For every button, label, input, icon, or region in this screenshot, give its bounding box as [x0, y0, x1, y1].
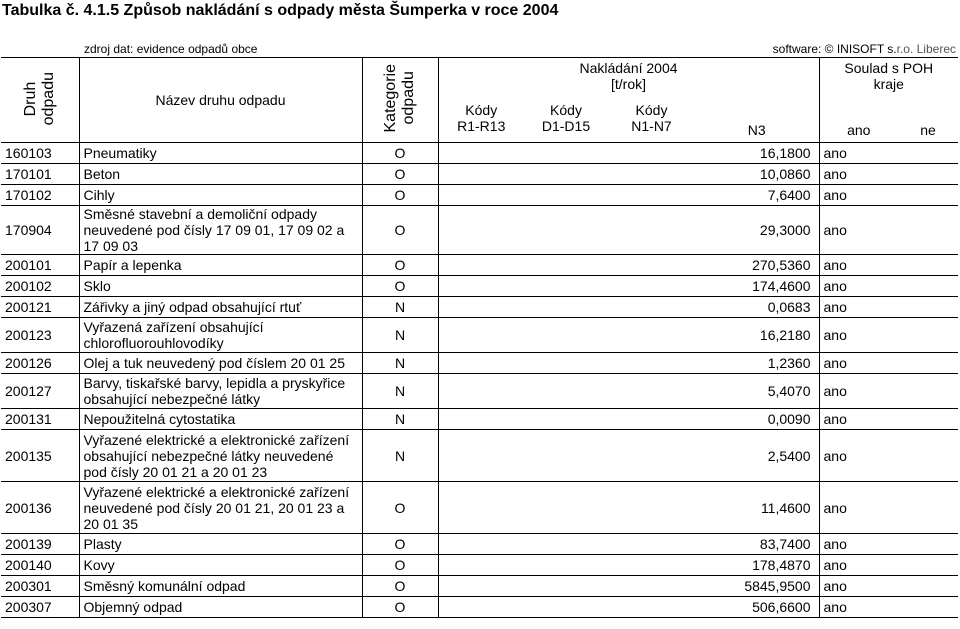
kody-r-cell: [438, 318, 524, 353]
soulad-ne: [898, 597, 958, 618]
soulad-ano: ano: [819, 164, 898, 185]
kody-n-cell: [608, 555, 695, 576]
kody-n-cell: [608, 206, 695, 255]
table-row: [1, 482, 958, 534]
table-row: [1, 353, 958, 374]
waste-code: 200301: [1, 576, 79, 597]
kody-r-cell: [438, 534, 524, 555]
waste-code: 170101: [1, 164, 79, 185]
kody-d-cell: [524, 430, 608, 482]
header-ano: ano: [819, 95, 898, 143]
table-row: [1, 576, 958, 597]
n3-value: 1,2360: [695, 353, 819, 374]
n3-value: 83,7400: [695, 534, 819, 555]
table-row: [1, 206, 958, 255]
table-row: [1, 276, 958, 297]
waste-category: O: [362, 555, 438, 576]
soulad-ne: [898, 143, 958, 164]
header-kody-n: Kódy N1-N7: [608, 95, 695, 143]
data-source-label: zdroj dat: evidence odpadů obce: [84, 42, 258, 56]
soulad-ano: ano: [819, 597, 898, 618]
waste-category: O: [362, 255, 438, 276]
soulad-ne: [898, 164, 958, 185]
waste-category: O: [362, 534, 438, 555]
waste-name: Nepoužitelná cytostatika: [79, 409, 362, 430]
kody-n-cell: [608, 185, 695, 206]
waste-code: 200102: [1, 276, 79, 297]
kody-r-cell: [438, 164, 524, 185]
kody-n-cell: [608, 430, 695, 482]
soulad-ano: ano: [819, 353, 898, 374]
soulad-ano: ano: [819, 206, 898, 255]
soulad-ano: ano: [819, 482, 898, 534]
kody-r-cell: [438, 482, 524, 534]
waste-category: N: [362, 353, 438, 374]
waste-name: Barvy, tiskařské barvy, lepidla a pryskyřice obsahující nebezpečné látky: [79, 374, 362, 409]
waste-code: 200139: [1, 534, 79, 555]
table-row: [1, 318, 958, 353]
waste-code: 160103: [1, 143, 79, 164]
software-credit-dim: r.o. Liberec: [896, 42, 956, 56]
header-kategorie: Kategorie odpadu: [362, 58, 438, 143]
table-row: [1, 255, 958, 276]
kody-r-cell: [438, 597, 524, 618]
kody-n-cell: [608, 482, 695, 534]
n3-value: 506,6600: [695, 597, 819, 618]
n3-value: 11,4600: [695, 482, 819, 534]
soulad-ano: ano: [819, 374, 898, 409]
soulad-ano: ano: [819, 576, 898, 597]
waste-category: N: [362, 297, 438, 318]
kody-n-cell: [608, 597, 695, 618]
waste-name: Olej a tuk neuvedený pod číslem 20 01 25: [79, 353, 362, 374]
kody-r-cell: [438, 297, 524, 318]
waste-code: 200131: [1, 409, 79, 430]
table-row: [1, 430, 958, 482]
n3-value: 10,0860: [695, 164, 819, 185]
waste-name: Beton: [79, 164, 362, 185]
kody-r-cell: [438, 206, 524, 255]
kody-d-cell: [524, 143, 608, 164]
header-kody-d: Kódy D1-D15: [524, 95, 608, 143]
kody-r-cell: [438, 255, 524, 276]
n3-value: 16,1800: [695, 143, 819, 164]
kody-d-cell: [524, 409, 608, 430]
waste-name: Papír a lepenka: [79, 255, 362, 276]
waste-name: Objemný odpad: [79, 597, 362, 618]
waste-category: O: [362, 206, 438, 255]
header-n3: N3: [695, 95, 819, 143]
kody-d-cell: [524, 276, 608, 297]
kody-d-cell: [524, 206, 608, 255]
kody-d-cell: [524, 534, 608, 555]
waste-category: O: [362, 276, 438, 297]
waste-category: N: [362, 430, 438, 482]
soulad-ne: [898, 482, 958, 534]
kody-n-cell: [608, 534, 695, 555]
waste-name: Cihly: [79, 185, 362, 206]
waste-name: Vyřazené elektrické a elektronické zařízení obsahující nebezpečné látky neuvedené pod čísly 20 01 21 a 20 01 23: [79, 430, 362, 482]
waste-category: O: [362, 576, 438, 597]
kody-n-cell: [608, 255, 695, 276]
soulad-ano: ano: [819, 185, 898, 206]
kody-r-cell: [438, 409, 524, 430]
software-credit-main: software: © INISOFT s.: [772, 42, 897, 56]
kody-d-cell: [524, 255, 608, 276]
waste-name: Sklo: [79, 276, 362, 297]
header-nazev: Název druhu odpadu: [79, 58, 362, 143]
kody-d-cell: [524, 482, 608, 534]
n3-value: 5845,9500: [695, 576, 819, 597]
waste-category: N: [362, 409, 438, 430]
waste-name: Směsný komunální odpad: [79, 576, 362, 597]
table-row: [1, 409, 958, 430]
waste-name: Vyřazené elektrické a elektronické zařízení neuvedené pod čísly 20 01 21, 20 01 23 a 20 01 35: [79, 482, 362, 534]
waste-code: 200126: [1, 353, 79, 374]
kody-r-cell: [438, 430, 524, 482]
kody-d-cell: [524, 318, 608, 353]
waste-category: O: [362, 482, 438, 534]
n3-value: 29,3000: [695, 206, 819, 255]
kody-n-cell: [608, 318, 695, 353]
kody-d-cell: [524, 297, 608, 318]
kody-n-cell: [608, 353, 695, 374]
soulad-ne: [898, 276, 958, 297]
kody-n-cell: [608, 143, 695, 164]
software-credit: [773, 42, 956, 56]
header-druh-odpadu: Druh odpadu: [1, 58, 79, 143]
soulad-ne: [898, 555, 958, 576]
soulad-ne: [898, 206, 958, 255]
kody-d-cell: [524, 374, 608, 409]
waste-category: O: [362, 185, 438, 206]
soulad-ano: ano: [819, 409, 898, 430]
table-row: [1, 143, 958, 164]
table-row: [1, 297, 958, 318]
waste-code: 200135: [1, 430, 79, 482]
header-nakladani: Nakládání 2004 [t/rok]: [438, 58, 819, 95]
waste-name: Zářivky a jiný odpad obsahující rtuť: [79, 297, 362, 318]
waste-name: Směsné stavební a demoliční odpady neuvedené pod čísly 17 09 01, 17 09 02 a 17 09 03: [79, 206, 362, 255]
kody-n-cell: [608, 409, 695, 430]
header-soulad: Soulad s POH kraje: [819, 58, 958, 95]
waste-category: N: [362, 374, 438, 409]
table-row: [1, 597, 958, 618]
soulad-ano: ano: [819, 318, 898, 353]
waste-code: 200136: [1, 482, 79, 534]
soulad-ano: ano: [819, 143, 898, 164]
soulad-ne: [898, 297, 958, 318]
table-row: [1, 534, 958, 555]
soulad-ano: ano: [819, 297, 898, 318]
n3-value: 2,5400: [695, 430, 819, 482]
kody-r-cell: [438, 185, 524, 206]
soulad-ano: ano: [819, 555, 898, 576]
waste-name: Vyřazená zařízení obsahující chlorofluorouhlovodíky: [79, 318, 362, 353]
waste-code: 200121: [1, 297, 79, 318]
waste-table: [1, 57, 958, 618]
soulad-ne: [898, 409, 958, 430]
kody-n-cell: [608, 276, 695, 297]
table-row: [1, 185, 958, 206]
waste-category: N: [362, 318, 438, 353]
kody-d-cell: [524, 597, 608, 618]
table-title: Tabulka č. 4.1.5 Způsob nakládání s odpady města Šumperka v roce 2004: [2, 2, 559, 19]
kody-d-cell: [524, 353, 608, 374]
n3-value: 16,2180: [695, 318, 819, 353]
soulad-ano: ano: [819, 255, 898, 276]
soulad-ne: [898, 374, 958, 409]
header-kody-r: Kódy R1-R13: [438, 95, 524, 143]
waste-code: 170904: [1, 206, 79, 255]
kody-d-cell: [524, 164, 608, 185]
waste-code: 200123: [1, 318, 79, 353]
waste-category: O: [362, 597, 438, 618]
waste-name: Pneumatiky: [79, 143, 362, 164]
kody-r-cell: [438, 353, 524, 374]
waste-category: O: [362, 143, 438, 164]
waste-code: 170102: [1, 185, 79, 206]
kody-d-cell: [524, 555, 608, 576]
soulad-ne: [898, 255, 958, 276]
kody-r-cell: [438, 276, 524, 297]
kody-n-cell: [608, 164, 695, 185]
table-row: [1, 555, 958, 576]
waste-name: Plasty: [79, 534, 362, 555]
waste-code: 200307: [1, 597, 79, 618]
soulad-ne: [898, 318, 958, 353]
n3-value: 0,0683: [695, 297, 819, 318]
kody-r-cell: [438, 555, 524, 576]
n3-value: 270,5360: [695, 255, 819, 276]
table-row: [1, 374, 958, 409]
kody-r-cell: [438, 143, 524, 164]
soulad-ano: ano: [819, 276, 898, 297]
soulad-ano: ano: [819, 534, 898, 555]
soulad-ne: [898, 576, 958, 597]
table-row: [1, 164, 958, 185]
waste-code: 200101: [1, 255, 79, 276]
waste-name: Kovy: [79, 555, 362, 576]
kody-r-cell: [438, 374, 524, 409]
soulad-ne: [898, 430, 958, 482]
soulad-ne: [898, 534, 958, 555]
waste-code: 200127: [1, 374, 79, 409]
n3-value: 7,6400: [695, 185, 819, 206]
waste-code: 200140: [1, 555, 79, 576]
waste-category: O: [362, 164, 438, 185]
kody-d-cell: [524, 576, 608, 597]
n3-value: 174,4600: [695, 276, 819, 297]
soulad-ne: [898, 185, 958, 206]
n3-value: 5,4070: [695, 374, 819, 409]
n3-value: 0,0090: [695, 409, 819, 430]
header-ne: ne: [898, 95, 958, 143]
soulad-ano: ano: [819, 430, 898, 482]
kody-r-cell: [438, 576, 524, 597]
soulad-ne: [898, 353, 958, 374]
n3-value: 178,4870: [695, 555, 819, 576]
kody-n-cell: [608, 297, 695, 318]
kody-d-cell: [524, 185, 608, 206]
kody-n-cell: [608, 374, 695, 409]
kody-n-cell: [608, 576, 695, 597]
